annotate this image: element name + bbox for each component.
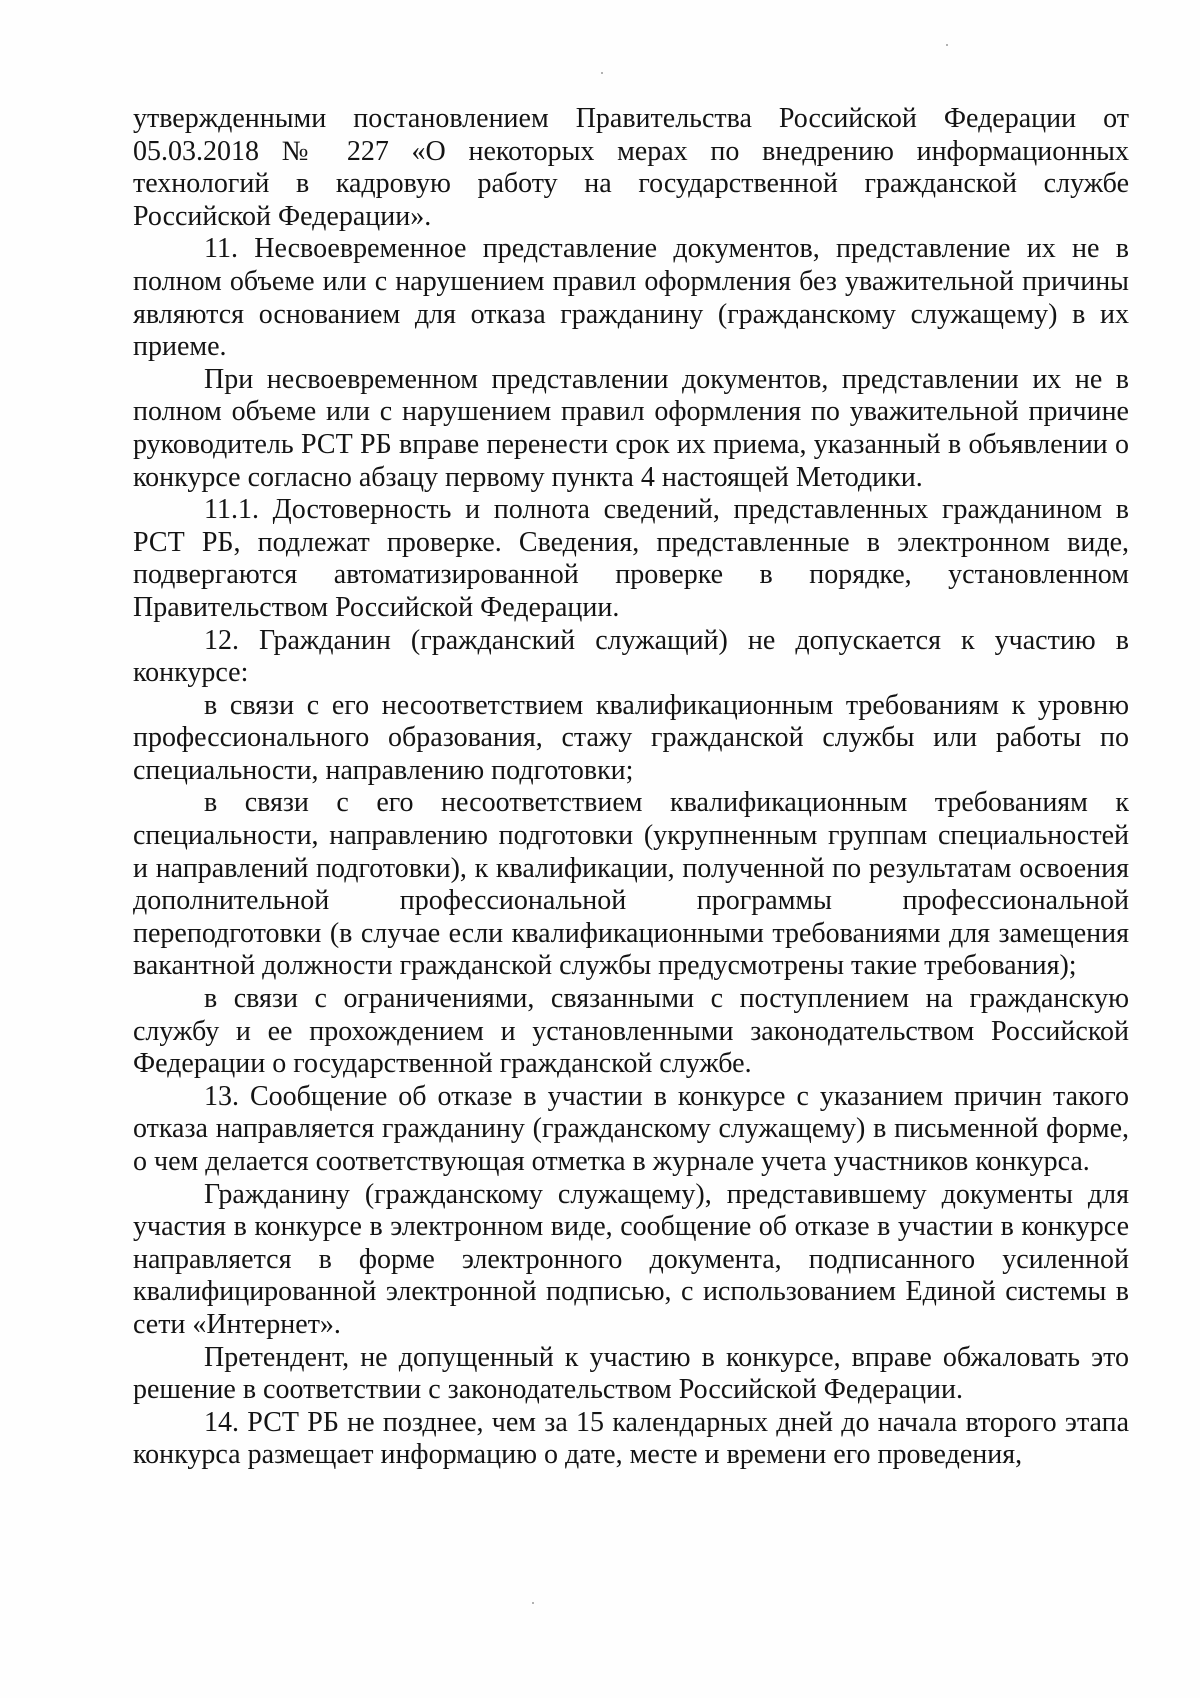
paragraph-item-12-reason-education: в связи с его несоответствием квалификационным требованиям к уровню профессионального образования, стажу гражданской службы или работы по специальности, направлению подготовки; — [133, 689, 1129, 786]
paragraph-item-11-extension: При несвоевременном представлении документов, представлении их не в полном объеме или с нарушением правил оформления по уважительной причине руководитель РСТ РБ вправе перенести срок их приема, указанный в объявлении о конкурсе согласно абзацу первому пункта 4 настоящей Методики. — [133, 363, 1129, 493]
paragraph-item-13: 13. Сообщение об отказе в участии в конкурсе с указанием причин такого отказа направляется гражданину (гражданскому служащему) в письменной форме, о чем делается соответствующая отметка в журнале учета участников конкурса. — [133, 1080, 1129, 1177]
paragraph-item-12-reason-restrictions: в связи с ограничениями, связанными с поступлением на гражданскую службу и ее прохождением и установленными законодательством Российской Федерации о государственной гражданской службе. — [133, 983, 1129, 1080]
scan-speck — [532, 1602, 534, 1604]
paragraph-item-11-1: 11.1. Достоверность и полнота сведений, представленных гражданином в РСТ РБ, подлежат проверке. Сведения, представленные в электронном виде, подвергаются автоматизированной проверке в порядке, установленном Правительством Российской Федерации. — [133, 494, 1129, 623]
scan-speck — [946, 44, 948, 46]
scan-speck — [601, 72, 603, 74]
document-body — [133, 103, 1129, 1472]
paragraph-continuation: утвержденными постановлением Правительства Российской Федерации от 05.03.2018 № 227 «О некоторых мерах по внедрению информационных технологий в кадровую работу на государственной гражданской службе Российской Федерации». — [133, 103, 1129, 232]
paragraph-item-12-reason-specialty: в связи с его несоответствием квалификационным требованиям к специальности, направлению подготовки (укрупненным группам специальностей и направлений подготовки), к квалификации, полученной по результатам освоения дополнительной профессиональной программы профессиональной переподготовки (в случае если квалификационными требованиями для замещения вакантной должности гражданской службы предусмотрены такие требования); — [133, 787, 1129, 982]
paragraph-item-14: 14. РСТ РБ не позднее, чем за 15 календарных дней до начала второго этапа конкурса размещает информацию о дате, месте и времени его проведения, — [133, 1406, 1129, 1471]
paragraph-item-12: 12. Гражданин (гражданский служащий) не допускается к участию в конкурсе: — [133, 624, 1129, 689]
paragraph-item-13-appeal: Претендент, не допущенный к участию в конкурсе, вправе обжаловать это решение в соответствии с законодательством Российской Федерации. — [133, 1341, 1129, 1406]
paragraph-item-13-electronic: Гражданину (гражданскому служащему), представившему документы для участия в конкурсе в электронном виде, сообщение об отказе в участии в конкурсе направляется в форме электронного документа, подписанного усиленной квалифицированной электронной подписью, с использованием Единой системы в сети «Интернет». — [133, 1178, 1129, 1340]
paragraph-item-11: 11. Несвоевременное представление документов, представление их не в полном объеме или с нарушением правил оформления без уважительной причины являются основанием для отказа гражданину (гражданскому служащему) в их приеме. — [133, 233, 1129, 363]
